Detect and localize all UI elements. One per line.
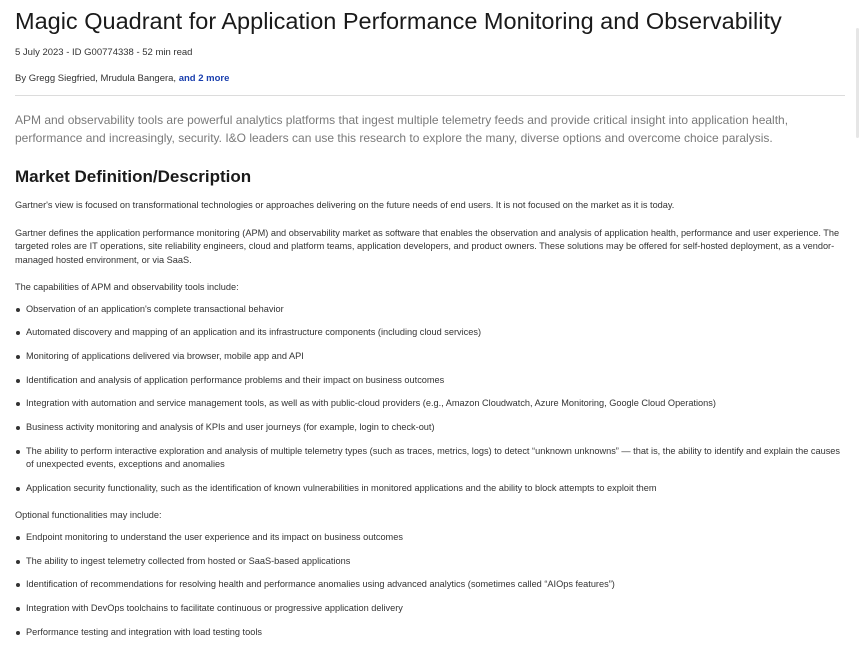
- list-item: The ability to ingest telemetry collected from hosted or SaaS-based applications: [15, 555, 847, 569]
- list-item: Endpoint monitoring to understand the user experience and its impact on business outcomes: [15, 531, 847, 545]
- scrollbar[interactable]: [856, 28, 860, 138]
- list-item: Observation of an application's complete transactional behavior: [15, 303, 847, 317]
- optional-intro: Optional functionalities may include:: [15, 510, 162, 521]
- header-divider: [15, 95, 845, 96]
- definition-paragraph: Gartner defines the application performance monitoring (APM) and observability market as software that enables the observation and analysis of application health, performance and user experience. The targeted roles are IT operations, site reliability engineers, cloud and platform teams, application developers, and product owners. These solutions may be offered for self-hosted deployment, as a vendor-managed hosted environment, or via SaaS.: [15, 227, 840, 265]
- intro-paragraph: Gartner's view is focused on transformational technologies or approaches delivering on the future needs of end users. It is not focused on the market as it is today.: [15, 200, 675, 210]
- list-item: Application security functionality, such as the identification of known vulnerabilities in monitored applications and the ability to block attempts to exploit them: [15, 482, 847, 496]
- list-item: Monitoring of applications delivered via browser, mobile app and API: [15, 350, 847, 364]
- list-item: Integration with DevOps toolchains to facilitate continuous or progressive application delivery: [15, 602, 847, 616]
- list-item: Automated discovery and mapping of an application and its infrastructure components (including cloud services): [15, 326, 847, 340]
- list-item: Identification and analysis of application performance problems and their impact on business outcomes: [15, 374, 847, 388]
- optional-list: [15, 531, 847, 639]
- author-line: [15, 73, 845, 85]
- more-authors-link[interactable]: and 2 more: [178, 73, 230, 84]
- page-title: Magic Quadrant for Application Performance Monitoring and Observability: [15, 8, 782, 34]
- capabilities-intro: The capabilities of APM and observability tools include:: [15, 282, 239, 292]
- list-item: The ability to perform interactive exploration and analysis of multiple telemetry types (such as traces, metrics, logs) to detect “unknown unknowns” — that is, the ability to identify and explain the causes of unexpected events, exceptions and anomalies: [15, 445, 847, 472]
- list-item: Performance testing and integration with load testing tools: [15, 626, 847, 640]
- section-heading: Market Definition/Description: [15, 167, 252, 186]
- scrollbar-thumb[interactable]: [856, 28, 859, 138]
- document-summary: APM and observability tools are powerful analytics platforms that ingest multiple telemetry feeds and provide critical insight into application health, performance and increasingly, security. I&O leaders can use this research to explore the many, diverse options and overcome choice paralysis.: [15, 113, 789, 145]
- document-meta: 5 July 2023 - ID G00774338 - 52 min read: [15, 47, 193, 58]
- list-item: Integration with automation and service management tools, as well as with public-cloud providers (e.g., Amazon Cloudwatch, Azure Monitoring, Google Cloud Operations): [15, 397, 847, 411]
- author-names: By Gregg Siegfried, Mrudula Bangera,: [15, 73, 179, 84]
- list-item: Business activity monitoring and analysis of KPIs and user journeys (for example, login to check-out): [15, 421, 847, 435]
- capabilities-list: [15, 303, 847, 496]
- list-item: Identification of recommendations for resolving health and performance anomalies using advanced analytics (sometimes called “AIOps features”): [15, 578, 847, 592]
